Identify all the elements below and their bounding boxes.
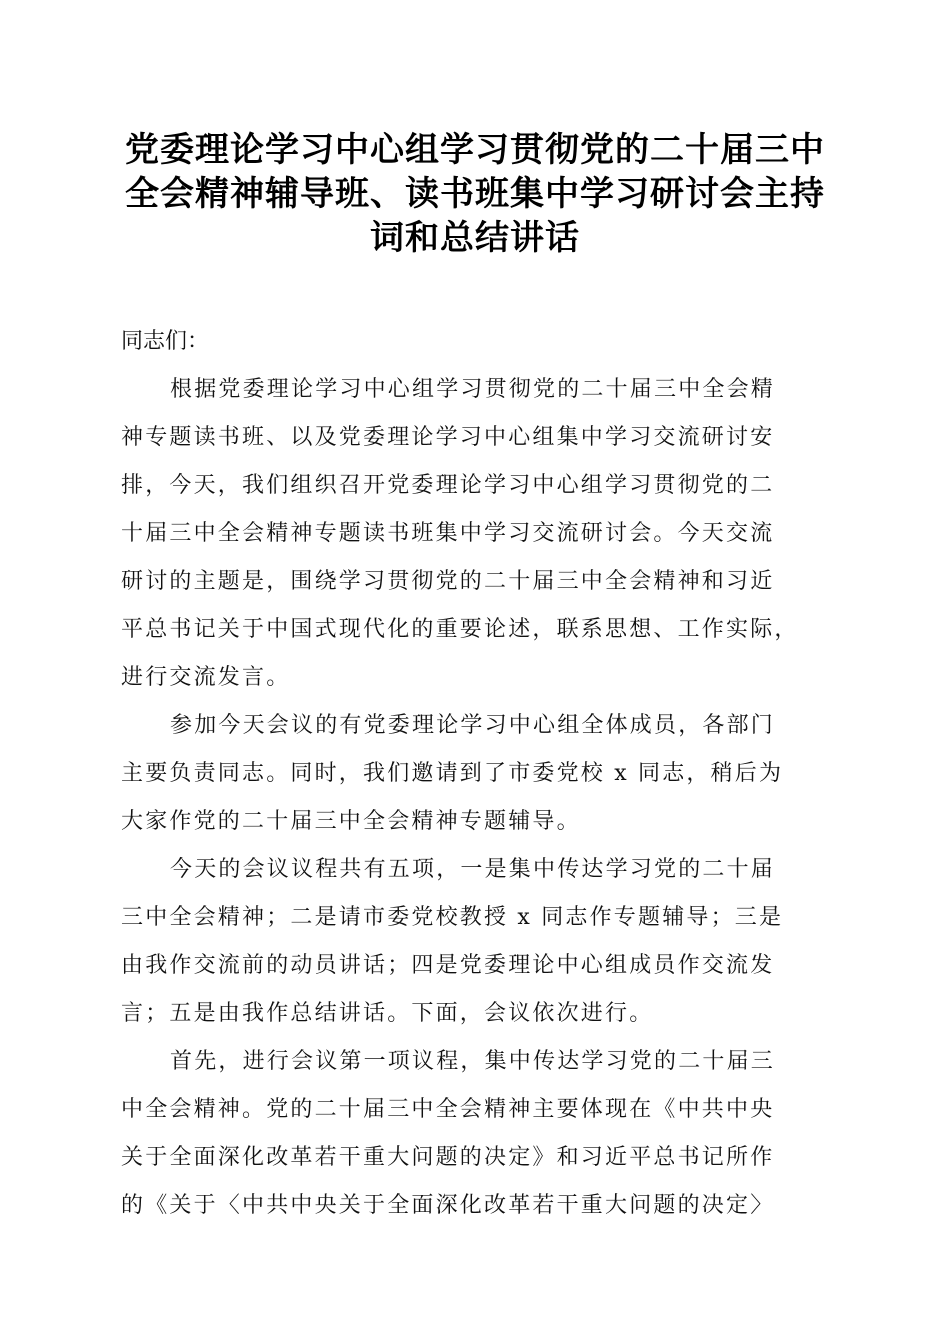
paragraph-line: 三中全会精神；二是请市委党校教授 x 同志作专题辅导；三是 — [121, 905, 784, 930]
paragraph-line: 研讨的主题是，围绕学习贯彻党的二十届三中全会精神和习近 — [121, 569, 775, 594]
paragraph-3 — [121, 846, 829, 1038]
title-line-1: 党委理论学习中心组学习贯彻党的二十届三中 — [125, 130, 825, 170]
paragraph-line: 平总书记关于中国式现代化的重要论述，联系思想、工作实际， — [121, 617, 799, 642]
paragraph-line: 的《关于〈中共中央关于全面深化改革若干重大问题的决定〉 — [121, 1193, 775, 1218]
paragraph-line: 中全会精神。党的二十届三中全会精神主要体现在《中共中央 — [121, 1097, 775, 1122]
salutation: 同志们： — [121, 329, 210, 354]
document-body — [121, 318, 829, 1230]
paragraph-line: 排，今天，我们组织召开党委理论学习中心组学习贯彻党的二 — [121, 473, 775, 498]
document-title — [115, 128, 835, 260]
paragraph-line: 言；五是由我作总结讲话。下面，会议依次进行。 — [121, 1001, 654, 1026]
title-line-3: 词和总结讲话 — [370, 218, 580, 258]
paragraph-line: 关于全面深化改革若干重大问题的决定》和习近平总书记所作 — [121, 1145, 775, 1170]
title-line-2: 全会精神辅导班、读书班集中学习研讨会主持 — [125, 174, 825, 214]
paragraph-line: 神专题读书班、以及党委理论学习中心组集中学习交流研讨安 — [121, 425, 775, 450]
paragraph-4 — [121, 1038, 829, 1230]
paragraph-line: 大家作党的二十届三中全会精神专题辅导。 — [121, 809, 581, 834]
paragraph-line: 根据党委理论学习中心组学习贯彻党的二十届三中全会精 — [170, 377, 776, 402]
paragraph-line: 参加今天会议的有党委理论学习中心组全体成员，各部门 — [170, 713, 776, 738]
paragraph-line: 主要负责同志。同时，我们邀请到了市委党校 x 同志，稍后为 — [121, 761, 784, 786]
paragraph-line: 首先，进行会议第一项议程，集中传达学习党的二十届三 — [170, 1049, 776, 1074]
paragraph-2 — [121, 702, 829, 846]
paragraph-line: 十届三中全会精神专题读书班集中学习交流研讨会。今天交流 — [121, 521, 775, 546]
paragraph-line: 进行交流发言。 — [121, 665, 291, 690]
paragraph-1 — [121, 366, 829, 702]
paragraph-line: 由我作交流前的动员讲话；四是党委理论中心组成员作交流发 — [121, 953, 775, 978]
paragraph-line: 今天的会议议程共有五项，一是集中传达学习党的二十届 — [170, 857, 776, 882]
